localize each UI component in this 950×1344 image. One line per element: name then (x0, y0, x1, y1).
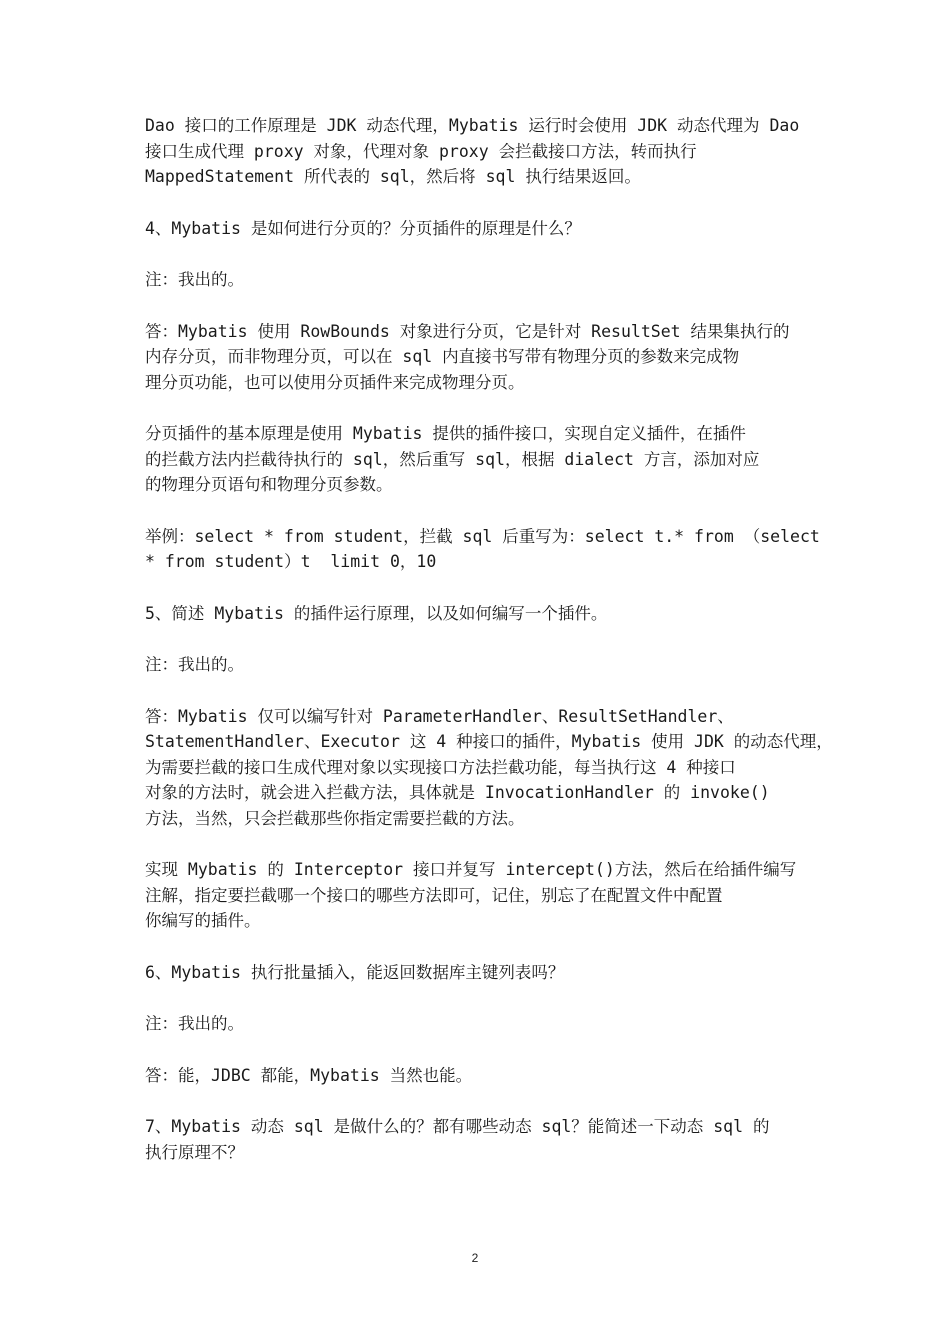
paging-plugin-paragraph (145, 421, 810, 498)
answer-paragraph (145, 319, 810, 396)
text-line: 执行原理不？ (145, 1142, 244, 1162)
document-body (145, 113, 833, 1191)
note-paragraph (145, 1011, 810, 1037)
answer-paragraph (145, 1063, 810, 1089)
question-7-heading (145, 1114, 810, 1165)
text-line: 方法，当然，只会拦截那些你指定需要拦截的方法。 (145, 808, 525, 828)
text-line: 注解，指定要拦截哪一个接口的哪些方法即可，记住，别忘了在配置文件中配置 (145, 885, 723, 905)
text-line: 你编写的插件。 (145, 911, 261, 930)
text-line: 7、Mybatis 动态 sql 是做什么的？都有哪些动态 sql？能简述一下动态 sql 的 (145, 1117, 770, 1136)
page-number: 2 (471, 1251, 479, 1265)
text-line: 实现 Mybatis 的 Interceptor 接口并复写 intercept()方法，然后在给插件编写 (145, 860, 797, 879)
question-5-heading (145, 601, 810, 627)
example-paragraph (145, 524, 820, 575)
text-line: 注：我出的。 (145, 270, 244, 289)
text-line: 5、简述 Mybatis 的插件运行原理，以及如何编写一个插件。 (145, 603, 608, 623)
question-6-heading (145, 960, 810, 986)
text-line: 6、Mybatis 执行批量插入，能返回数据库主键列表吗？ (145, 962, 565, 982)
text-line: 分页插件的基本原理是使用 Mybatis 提供的插件接口，实现自定义插件，在插件 (145, 424, 746, 443)
text-line: StatementHandler、Executor 这 4 种接口的插件，Mybatis 使用 JDK 的动态代理， (145, 732, 833, 751)
note-paragraph (145, 652, 810, 678)
text-line: 举例：select * from student，拦截 sql 后重写为：select t.* from （select (145, 526, 820, 546)
text-line: 注：我出的。 (145, 655, 244, 674)
note-paragraph (145, 267, 810, 293)
text-line: * from student）t limit 0，10 (145, 552, 437, 571)
answer-paragraph (145, 704, 833, 832)
text-line: MappedStatement 所代表的 sql，然后将 sql 执行结果返回。 (145, 167, 641, 186)
text-line: 理分页功能，也可以使用分页插件来完成物理分页。 (145, 372, 525, 392)
text-line: 接口生成代理 proxy 对象，代理对象 proxy 会拦截接口方法，转而执行 (145, 141, 697, 161)
question-4-heading (145, 216, 810, 242)
text-line: 4、Mybatis 是如何进行分页的？分页插件的原理是什么？ (145, 218, 581, 238)
text-line: 注：我出的。 (145, 1014, 244, 1033)
interceptor-paragraph (145, 857, 810, 934)
text-line: 的物理分页语句和物理分页参数。 (145, 475, 393, 494)
paragraph-dao-principle (145, 113, 810, 190)
text-line: 对象的方法时，就会进入拦截方法，具体就是 InvocationHandler 的 invoke() (145, 783, 770, 802)
text-line: 为需要拦截的接口生成代理对象以实现接口方法拦截功能，每当执行这 4 种接口 (145, 757, 736, 777)
text-line: 答：能，JDBC 都能，Mybatis 当然也能。 (145, 1065, 473, 1085)
text-line: 答：Mybatis 仅可以编写针对 ParameterHandler、ResultSetHandler、 (145, 706, 734, 726)
text-line: Dao 接口的工作原理是 JDK 动态代理，Mybatis 运行时会使用 JDK 动态代理为 Dao (145, 116, 800, 135)
text-line: 的拦截方法内拦截待执行的 sql，然后重写 sql，根据 dialect 方言，添加对应 (145, 449, 760, 469)
text-line: 内存分页，而非物理分页，可以在 sql 内直接书写带有物理分页的参数来完成物 (145, 347, 740, 366)
text-line: 答：Mybatis 使用 RowBounds 对象进行分页，它是针对 ResultSet 结果集执行的 (145, 321, 790, 341)
